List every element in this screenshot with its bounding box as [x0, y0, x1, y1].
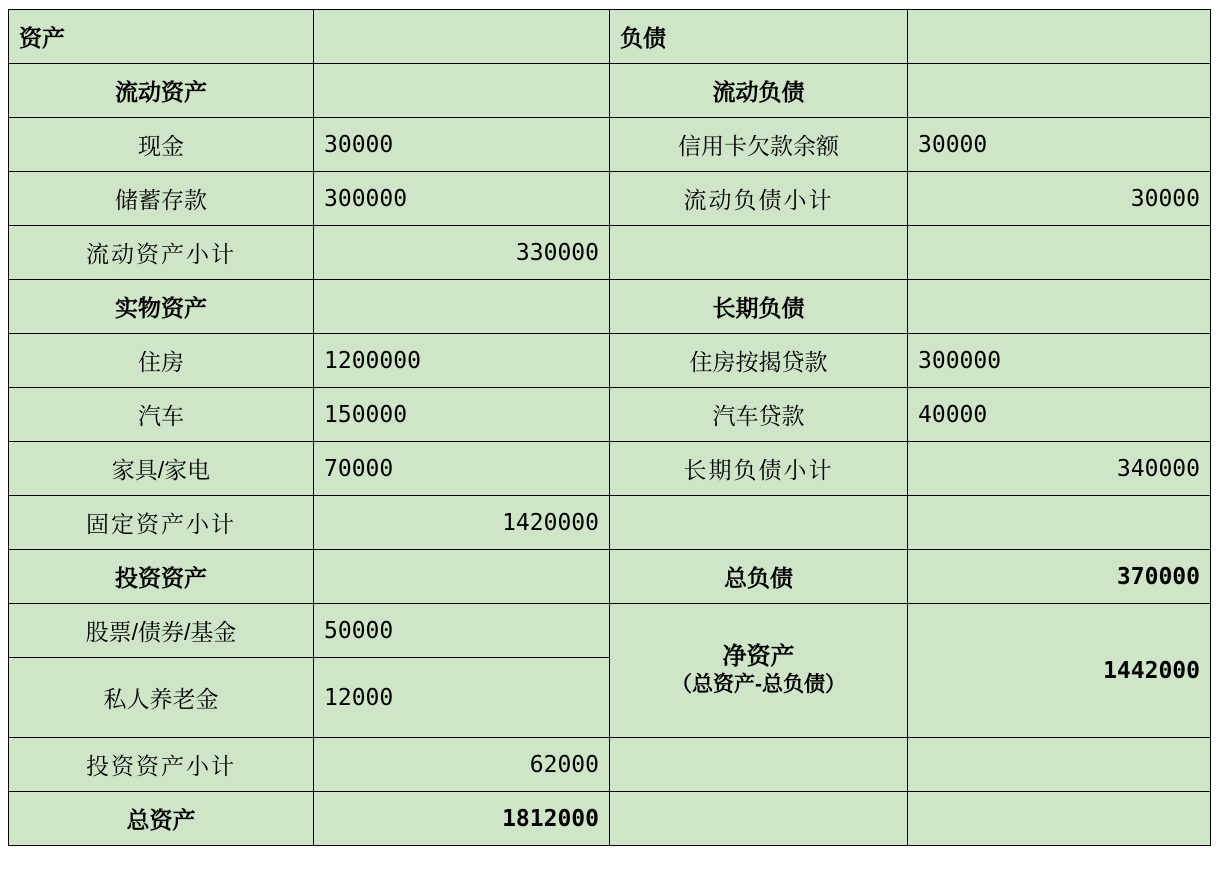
- subtotal-long-term-liabilities-value: 340000: [908, 442, 1211, 496]
- subtotal-fixed-assets-label: 固定资产小计: [9, 496, 314, 550]
- liabilities-header: 负债: [610, 10, 908, 64]
- net-worth-label-cell: [610, 604, 908, 738]
- item-car-value: 150000: [314, 388, 610, 442]
- empty-cell: [908, 226, 1211, 280]
- empty-cell: [908, 496, 1211, 550]
- table-row: [9, 334, 1211, 388]
- subtotal-fixed-assets-value: 1420000: [314, 496, 610, 550]
- item-stocks-bonds-funds-label: 股票/债券/基金: [9, 604, 314, 658]
- net-worth-title: 净资产: [722, 643, 795, 671]
- item-private-pension-label: 私人养老金: [9, 658, 314, 738]
- subtotal-current-assets-value: 330000: [314, 226, 610, 280]
- table-row: [9, 64, 1211, 118]
- empty-cell: [610, 738, 908, 792]
- subtotal-investment-assets-value: 62000: [314, 738, 610, 792]
- assets-header-value: [314, 10, 610, 64]
- net-worth-value: 1442000: [908, 604, 1211, 738]
- item-stocks-bonds-funds-value: 50000: [314, 604, 610, 658]
- item-credit-card-balance-label: 信用卡欠款余额: [610, 118, 908, 172]
- table-row: [9, 226, 1211, 280]
- item-car-label: 汽车: [9, 388, 314, 442]
- table-row: [9, 550, 1211, 604]
- table-row: [9, 738, 1211, 792]
- item-savings-label: 储蓄存款: [9, 172, 314, 226]
- empty-cell: [908, 792, 1211, 846]
- item-credit-card-balance-value: 30000: [908, 118, 1211, 172]
- empty-cell: [610, 792, 908, 846]
- item-savings-value: 300000: [314, 172, 610, 226]
- empty-cell: [610, 226, 908, 280]
- item-furniture-appliances-label: 家具/家电: [9, 442, 314, 496]
- table-row: [9, 280, 1211, 334]
- total-liabilities-label: 总负债: [610, 550, 908, 604]
- total-assets-value: 1812000: [314, 792, 610, 846]
- table-row: [9, 118, 1211, 172]
- item-car-loan-label: 汽车贷款: [610, 388, 908, 442]
- liabilities-header-value: [908, 10, 1211, 64]
- section-current-liabilities-value: [908, 64, 1211, 118]
- total-liabilities-value: 370000: [908, 550, 1211, 604]
- table-row: [9, 388, 1211, 442]
- table-row: [9, 172, 1211, 226]
- empty-cell: [908, 738, 1211, 792]
- section-investment-assets: 投资资产: [9, 550, 314, 604]
- item-house-label: 住房: [9, 334, 314, 388]
- section-long-term-liabilities: 长期负债: [610, 280, 908, 334]
- net-worth-formula: （总资产-总负债）: [671, 673, 846, 697]
- balance-sheet-table: [8, 9, 1211, 846]
- subtotal-long-term-liabilities-label: 长期负债小计: [610, 442, 908, 496]
- balance-sheet-document: [0, 9, 1218, 875]
- section-physical-assets-value: [314, 280, 610, 334]
- table-row: [9, 442, 1211, 496]
- table-row: [9, 10, 1211, 64]
- item-car-loan-value: 40000: [908, 388, 1211, 442]
- section-physical-assets: 实物资产: [9, 280, 314, 334]
- subtotal-current-liabilities-label: 流动负债小计: [610, 172, 908, 226]
- section-investment-assets-value: [314, 550, 610, 604]
- item-cash-value: 30000: [314, 118, 610, 172]
- subtotal-current-liabilities-value: 30000: [908, 172, 1211, 226]
- item-mortgage-value: 300000: [908, 334, 1211, 388]
- section-current-assets-value: [314, 64, 610, 118]
- assets-header: 资产: [9, 10, 314, 64]
- table-row: [9, 604, 1211, 658]
- item-cash-label: 现金: [9, 118, 314, 172]
- item-mortgage-label: 住房按揭贷款: [610, 334, 908, 388]
- item-private-pension-value: 12000: [314, 658, 610, 738]
- item-furniture-appliances-value: 70000: [314, 442, 610, 496]
- empty-cell: [610, 496, 908, 550]
- table-row: [9, 496, 1211, 550]
- section-current-liabilities: 流动负债: [610, 64, 908, 118]
- subtotal-investment-assets-label: 投资资产小计: [9, 738, 314, 792]
- total-assets-label: 总资产: [9, 792, 314, 846]
- section-current-assets: 流动资产: [9, 64, 314, 118]
- subtotal-current-assets-label: 流动资产小计: [9, 226, 314, 280]
- item-house-value: 1200000: [314, 334, 610, 388]
- section-long-term-liabilities-value: [908, 280, 1211, 334]
- table-row: [9, 792, 1211, 846]
